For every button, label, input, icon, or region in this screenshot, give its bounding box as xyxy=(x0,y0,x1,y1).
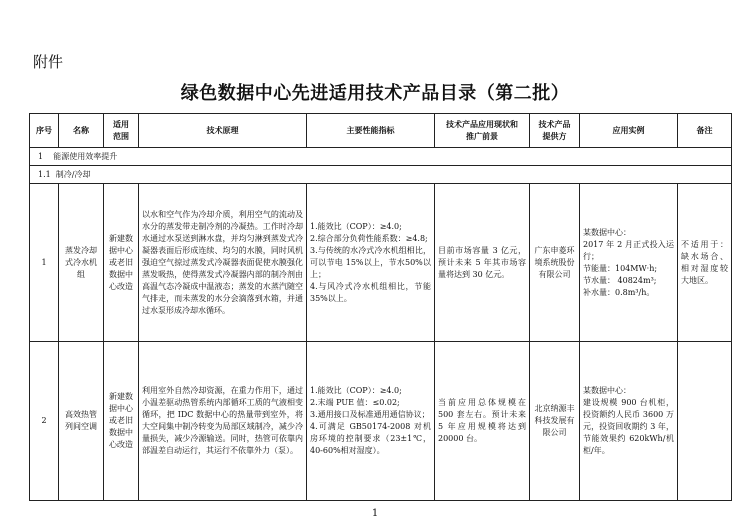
row-name: 蒸发冷却式冷水机组 xyxy=(59,184,104,342)
header-scope: 适用 范围 xyxy=(104,114,139,148)
example-line: 节水量： 40824m³; xyxy=(583,275,657,285)
example-line: 某数据中心： xyxy=(583,227,631,237)
catalog-table xyxy=(29,113,732,501)
row-seq: 1 xyxy=(30,184,59,342)
indicator-line: 3.与传统的水冷式冷水机组相比，可以节电 15%以上，节水50%以上； xyxy=(310,245,431,279)
header-status: 技术产品应用现状和 推广前景 xyxy=(435,114,530,148)
row-principle: 利用室外自然冷却资源，在重力作用下，通过小温差驱动热管系统内部循环工质的气液相变循环，把 IDC 数据中心的热量带到室外，将大空间集中制冷转变为局部区域制冷，减少冷量损失，减少冷源输送。同时，热管可依靠内部温差自动运行，其运行不依靠外力（泵）。 xyxy=(139,342,307,501)
indicator-line: 2.综合部分负荷性能系数：≥4.8; xyxy=(310,233,428,243)
indicator-line: 1.能效比（COP）：≥4.0; xyxy=(310,221,402,231)
row-indicators xyxy=(307,342,435,501)
row-indicators xyxy=(307,184,435,342)
table-row xyxy=(30,184,732,342)
example-line: 节能量：104MW·h; xyxy=(583,263,658,273)
indicator-line: 1.能效比（COP）：≥4.0; xyxy=(310,386,402,395)
header-indicators: 主要性能指标 xyxy=(307,114,435,148)
header-seq: 序号 xyxy=(30,114,59,148)
header-remark: 备注 xyxy=(678,114,732,148)
document-title: 绿色数据中心先进适用技术产品目录（第二批） xyxy=(180,83,570,104)
row-scope: 新建数据中心或老旧数据中心改造 xyxy=(104,342,139,501)
section-row xyxy=(30,148,732,166)
header-principle: 技术原理 xyxy=(139,114,307,148)
row-remark: 不适用于：缺水场合、相对湿度较大地区。 xyxy=(678,184,732,342)
row-status: 目前市场容量 3 亿元，预计未来 5 年其市场容量将达到 30 亿元。 xyxy=(435,184,530,342)
table-row xyxy=(30,342,732,501)
header-example: 应用实例 xyxy=(580,114,678,148)
row-provider: 北京纳源丰科技发展有限公司 xyxy=(530,342,580,501)
indicator-line: 2.末端 PUE 值：≤0.02; xyxy=(310,398,400,407)
row-scope: 新建数据中心或老旧数据中心改造 xyxy=(104,184,139,342)
indicator-line: 4.可满足 GB50174-2008 对机房环境的控制要求（23±1℃，40-60%相对湿度）。 xyxy=(310,422,431,455)
indicator-line: 3.通用接口及标准通用通信协议； xyxy=(310,410,430,419)
example-line: 建设规模 900 台机柜，投资额约人民币 3600 万元，投资回收期约 3 年，节能效果约 620kWh/机柜/年。 xyxy=(583,398,674,455)
header-name: 名称 xyxy=(59,114,104,148)
row-example xyxy=(580,342,678,501)
example-line: 2017 年 2 月正式投入运行； xyxy=(583,239,674,261)
row-provider: 广东申菱环境系统股份有限公司 xyxy=(530,184,580,342)
row-principle: 以水和空气作为冷却介质，利用空气的流动及水分的蒸发带走制冷剂的冷凝热。工作时冷却水通过水泵送到淋水盘，并均匀淋到蒸发式冷凝器表面后形成连续、均匀的水膜，同时风机强迫空气掠过蒸发式冷凝器表面促使水膜强化蒸发吸热，使得蒸发式冷凝器内部的制冷剂由高温气态冷凝成中温液态；蒸发的水蒸汽随空气排走，而未蒸发的水分会滴落到水箱，并通过水泵形成冷却水循环。 xyxy=(139,184,307,342)
row-seq: 2 xyxy=(30,342,59,501)
row-remark xyxy=(678,342,732,501)
page-number: 1 xyxy=(371,508,379,519)
example-line: 某数据中心： xyxy=(583,386,631,395)
row-name: 高效热管列间空调 xyxy=(59,342,104,501)
annex-label: 附件 xyxy=(33,53,64,71)
header-provider: 技术产品 提供方 xyxy=(530,114,580,148)
section-title: 1 能源使用效率提升 xyxy=(30,148,732,166)
row-status: 当前应用总体规模在 500 套左右。预计未来 5 年应用规模将达到 20000 台。 xyxy=(435,342,530,501)
indicator-line: 4.与风冷式冷水机组相比，节能35%以上。 xyxy=(310,281,431,303)
subsection-title: 1.1 制冷/冷却 xyxy=(30,166,732,184)
table-header-row xyxy=(30,114,732,148)
row-example xyxy=(580,184,678,342)
example-line: 补水量：0.8m³/h。 xyxy=(583,287,655,297)
subsection-row xyxy=(30,166,732,184)
